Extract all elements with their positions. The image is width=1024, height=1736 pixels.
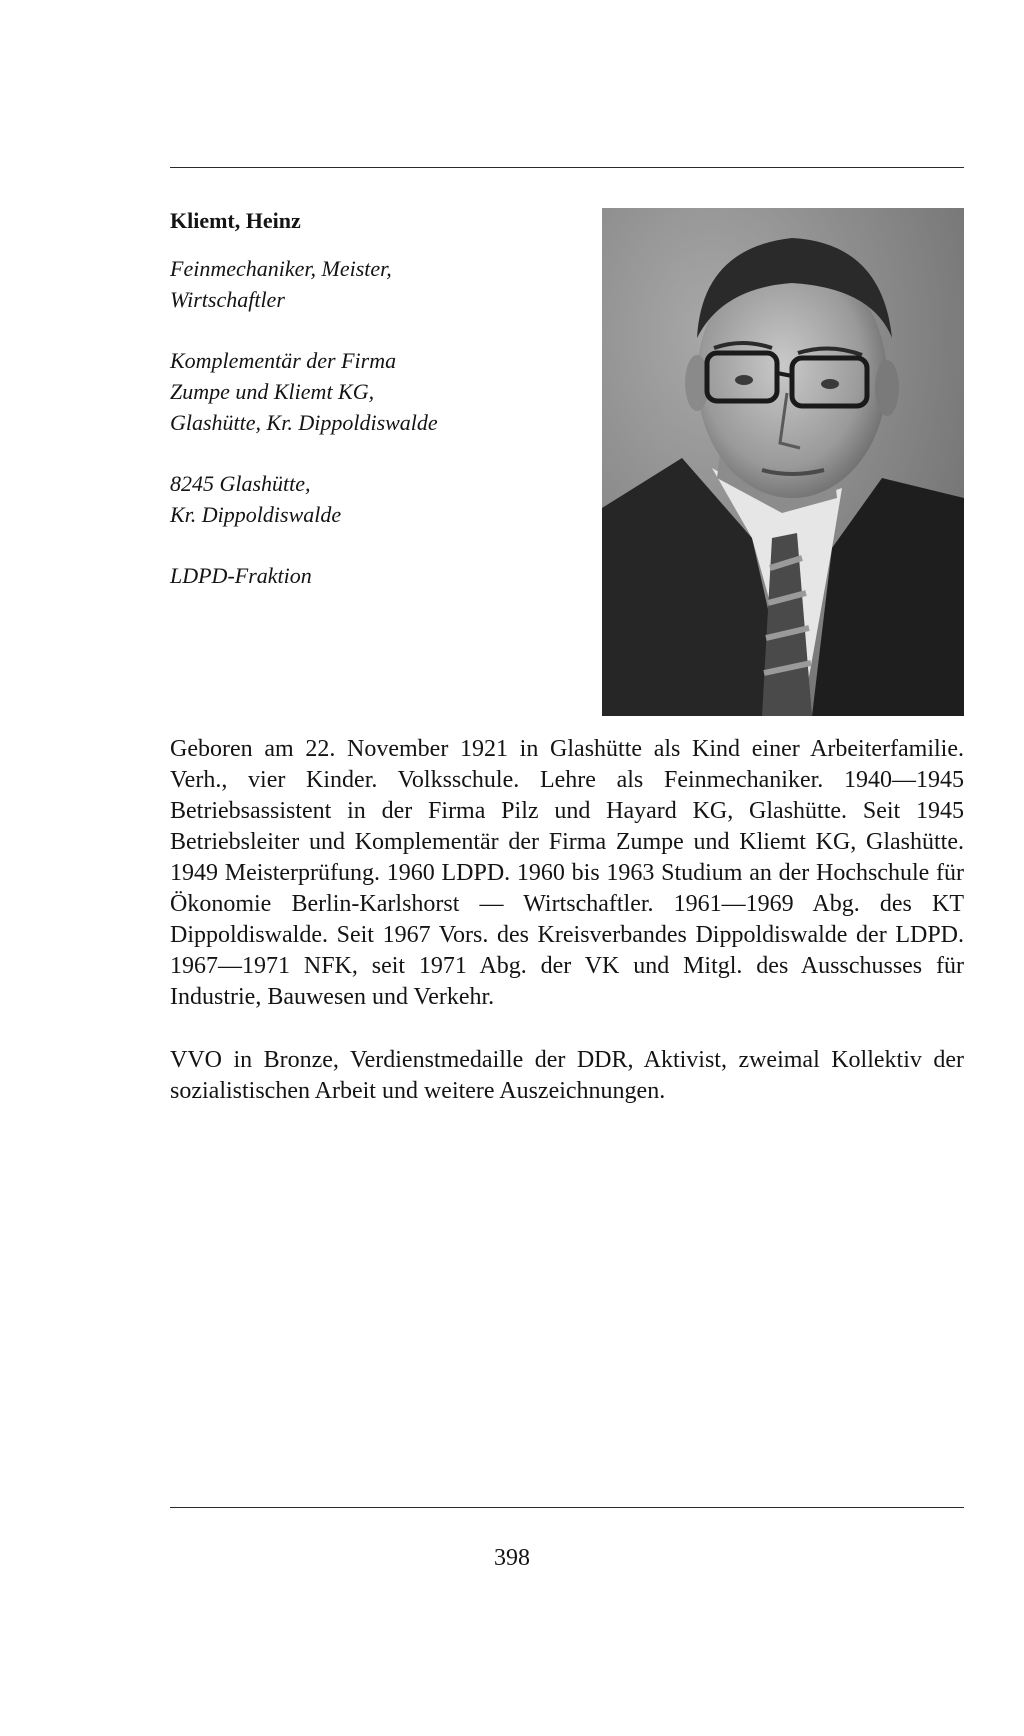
address-line: 8245 Glashütte,	[170, 471, 311, 496]
position-line: Glashütte, Kr. Dippoldiswalde	[170, 410, 438, 435]
profession-line: Feinmechaniker, Meister,	[170, 256, 392, 281]
professions	[170, 253, 580, 315]
portrait-photo	[602, 208, 964, 716]
awards: VVO in Bronze, Verdienstmedaille der DDR, Aktivist, zweimal Kollektiv der sozialistischen Arbeit und weitere Auszeichnungen.	[170, 1047, 964, 1104]
position-line: Zumpe und Kliemt KG,	[170, 379, 375, 404]
profession-line: Wirtschaftler	[170, 287, 285, 312]
position	[170, 345, 580, 438]
address	[170, 468, 580, 530]
person-name: Kliemt, Heinz	[170, 208, 301, 233]
entry-header	[170, 205, 580, 621]
bottom-divider	[170, 1507, 964, 1508]
page-number: 398	[494, 1545, 530, 1571]
position-line: Komplementär der Firma	[170, 348, 397, 373]
address-line: Kr. Dippoldiswalde	[170, 502, 342, 527]
top-divider	[170, 167, 964, 168]
faction: LDPD-Fraktion	[170, 563, 312, 588]
biography: Geboren am 22. November 1921 in Glashütte als Kind einer Arbeiterfamilie. Verh., vier Kinder. Volksschule. Lehre als Feinmechaniker. 1940—1945 Betriebsassistent in der Firma Pilz und Hayard KG, Glashütte. Seit 1945 Betriebsleiter und Komplementär der Firma Zumpe und Kliemt KG, Glashütte. 1949 Meisterprüfung. 1960 LDPD. 1960 bis 1963 Studium an der Hochschule für Ökonomie Berlin-Karlshorst — Wirtschaftler. 1961—1969 Abg. des KT Dippoldiswalde. Seit 1967 Vors. des Kreisverbandes Dippoldiswalde der LDPD. 1967—1971 NFK, seit 1971 Abg. der VK und Mitgl. des Ausschusses für Industrie, Bauwesen und Verkehr.	[170, 736, 964, 1010]
